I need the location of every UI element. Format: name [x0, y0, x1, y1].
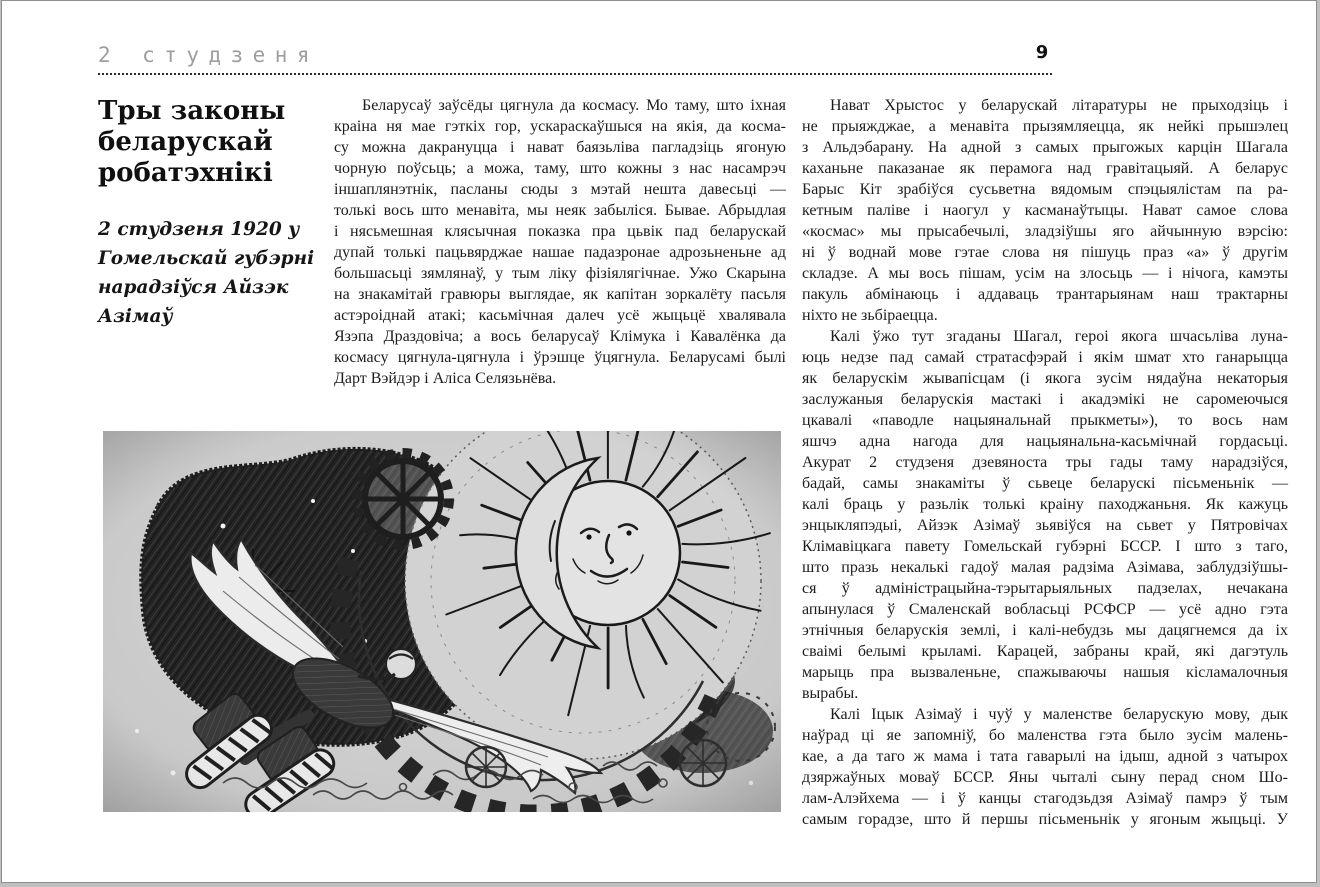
page-number: 9: [1035, 42, 1049, 63]
text-line: ся ў адміністрацыйна-тэрытарыяльных падзелах, нечакана: [802, 580, 1288, 597]
text-line: юць недзе пад самай стратасфэрай і якім шмат хто ганарыцца: [802, 349, 1288, 366]
text-line: чорную поўсьць; а можа, таму, што кожны з нас насамрэч: [334, 160, 786, 177]
article-subtitle-line: 2 студзеня 1920 у: [98, 219, 300, 240]
text-line: су можна дакрануцца і нават баязьліва пагладзіць ягоную: [334, 139, 786, 156]
text-line: з Альдэбарану. На адной з самых прыгожых карцін Шагала: [802, 139, 1288, 156]
text-line: космасу цягнула-цягнула і ўрэшце ўцягнула. Беларусамі былі: [334, 349, 786, 366]
text-line: Беларусаў заўсёды цягнула да космасу. Мо таму, што іхная: [362, 97, 786, 114]
article-title-line: Тры законы: [98, 96, 286, 126]
text-line: «космас» мы прысабечылі, зладзіўшы яго айчынную вэрсію:: [802, 223, 1288, 240]
illustration-svg: [103, 431, 781, 812]
illustration-asimov-winged-figure: [103, 431, 781, 812]
text-line: Клімавіцкага павету Гомельскай губэрні БССР. І што з таго,: [802, 538, 1288, 555]
text-line: марыць пра вызваленьне, спажываючы нашыя кісламалочныя: [802, 664, 1288, 681]
text-line: ніхто не зьбіраецца.: [802, 307, 938, 324]
text-line: яшчэ адна нагода для нацыянальна-касьмічнай гордасьці.: [802, 433, 1288, 450]
text-line: пакуль абмінаюць і аддаваць трантарыянам наш трактарны: [802, 286, 1288, 303]
text-line: што празь некалькі гадоў малая радзіма Азімава, заблудзіўшы-: [802, 559, 1288, 576]
text-line: этнічныя беларускія землі, і калі-небудзь мы дацягнемся да іх: [802, 622, 1288, 639]
text-line: краіна ня мае гэткіх гор, ускараскаўшыся на якія, да косма-: [334, 118, 786, 135]
text-line: Дарт Вэйдэр і Аліса Селязьнёва.: [334, 370, 557, 387]
text-line: бадай, самы знакаміты ў сьвеце беларускі пісьменьнік —: [802, 475, 1288, 492]
text-line: энцыкляпэдыі, Айзэк Азімаў зьявіўся на сьвет у Пятровічах: [802, 517, 1288, 534]
right-text-column: [802, 95, 1288, 830]
article-title: [98, 96, 316, 189]
text-line: апынулася ў Смаленскай вобласьці РСФСР — усё адно гэта: [802, 601, 1288, 618]
text-line: наўрад ці яе запомніў, бо маленства гэта было зусім малень-: [802, 727, 1288, 744]
text-line: Нават Хрыстос у беларускай літаратуры не прыходзіць і: [830, 97, 1288, 114]
text-line: ні ў воднай мове гэтае слова ня пішуць праз «а» ў другім: [802, 244, 1288, 261]
article-title-line: беларускай: [98, 127, 273, 157]
text-line: дупай толькі пацьвярджае нашае падазронае адрозьненьне ад: [334, 244, 786, 261]
text-line: заслужаныя беларускія мастакі і акадэмікі не саромеючыся: [802, 391, 1288, 408]
header-dotted-rule: [98, 53, 1052, 75]
article-title-line: робатэхнікі: [98, 158, 273, 188]
text-line: цкавалі «паводле нацыянальнай прыкметы»), то вось нам: [802, 412, 1288, 429]
middle-text-column: [334, 95, 786, 389]
text-line: кае, а да таго ж мама і тата гаварылі на ідыш, адной з чатырох: [802, 748, 1288, 765]
text-line: Акурат 2 студзеня дзевяноста тры гады таму нарадзіўся,: [802, 454, 1288, 471]
text-line: Калі Іцык Азімаў і чуў у маленстве беларускую мову, дык: [830, 706, 1288, 723]
text-line: толькі вось што менавіта, мы неяк забыліся. Бывае. Абрыдлая: [334, 202, 786, 219]
text-line: сваімі белымі крыламі. Карацей, забраны край, які дагэтуль: [802, 643, 1288, 660]
article-subtitle-line: Гомельскай губэрні: [98, 248, 315, 269]
running-head-date: 2 студзеня: [98, 43, 319, 67]
text-line: калі браць у разьлік толькі краіну паходжаньня. Як кажуць: [802, 496, 1288, 513]
text-line: вырабы.: [802, 685, 859, 702]
text-line: дзяржаўных моваў БССР. Яны чыталі сыну перад сном Шо-: [802, 769, 1288, 786]
book-page: [1, 0, 1317, 883]
article-subtitle-line: нарадзіўся Айзэк: [98, 277, 289, 298]
text-line: кетным паліве і наогул у касманаўтыцы. Нават самое слова: [802, 202, 1288, 219]
text-line: складзе. А мы вось пішам, усім на злосьць — і нічога, камэты: [802, 265, 1288, 282]
text-line: астэроіднай атакі; касьмічная далеч усё жыцьцё хвалявала: [334, 307, 786, 324]
text-line: не прыяжджае, а менавіта прызямляецца, як нейкі прышэлец: [802, 118, 1288, 135]
text-line: як беларускім жывапісцам (і якога зусім нядаўна некаторыя: [802, 370, 1288, 387]
article-subtitle: [98, 215, 316, 331]
text-line: і нясьмешная клясычная показка пра цьвік пад беларускай: [334, 223, 786, 240]
article-subtitle-line: Азімаў: [98, 306, 173, 327]
text-line: Калі ўжо тут згаданы Шагал, героі якога шчасьліва луна-: [830, 328, 1288, 345]
vignette: [103, 431, 781, 812]
text-line: Барыс Кіт зрабіўся сусьветна вядомым спэцыялістам па ра-: [802, 181, 1288, 198]
text-line: большасьці зямлянаў, у тым ліку фізіялягічнае. Ужо Скарына: [334, 265, 786, 282]
text-line: на знакамітай гравюры выглядае, як капітан зоркалёту пасьля: [334, 286, 786, 303]
text-line: каханьне паказанае як перамога над гравітацыяй. А беларус: [802, 160, 1288, 177]
text-line: самым горадзе, што й першы пісьменьнік у ягоным жыцьці. У: [802, 811, 1288, 828]
text-line: іншаплянэтнік, пасланы сюды з мэтай нешта давесьці —: [334, 181, 786, 198]
left-column: [98, 96, 316, 331]
text-line: лам-Алэйхема — і ў канцы стагодзьдзя Азімаў памрэ ў тым: [802, 790, 1288, 807]
text-line: Язэпа Драздовіча; а вось беларусаў Клімука і Кавалёнка да: [334, 328, 786, 345]
